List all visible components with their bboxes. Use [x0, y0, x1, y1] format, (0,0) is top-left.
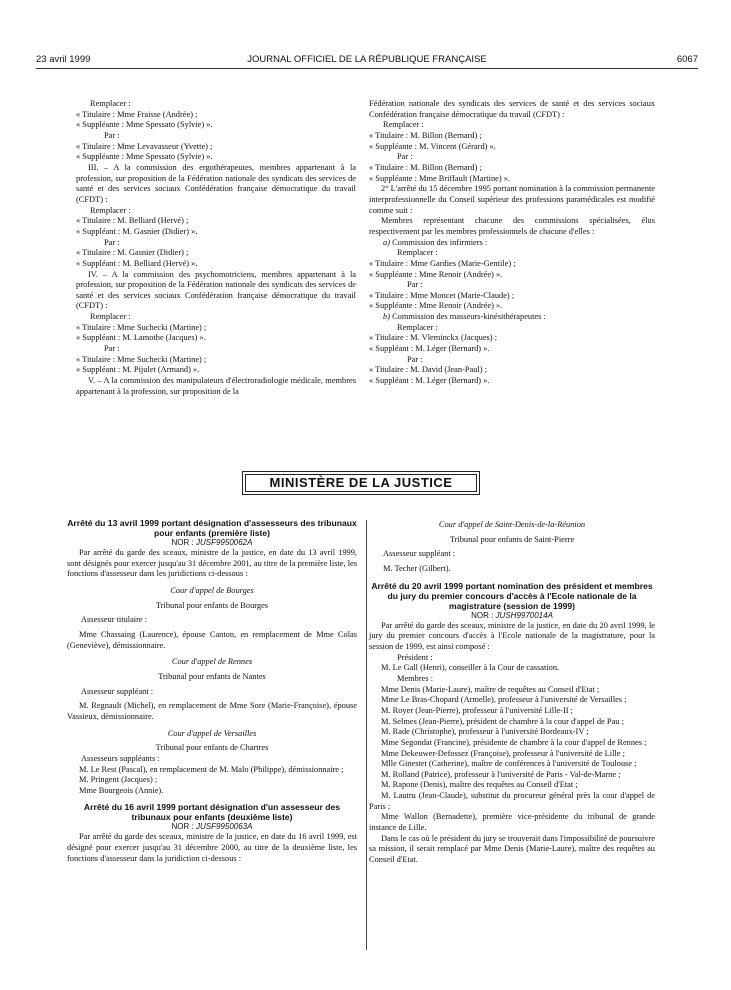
- paragraph: 2° L'arrêté du 15 décembre 1995 portant nomination à la commission permanente interprofessionnelle du Conseil supérieur des professions paramédicales est modifié comme suit :: [369, 184, 655, 215]
- text-line: « Titulaire : Mme Suchecki (Martine) ;: [76, 322, 207, 332]
- nor-reference: [67, 822, 357, 832]
- paragraph: V. – A la commission des manipulateurs d'électroradiologie médicale, membres appartenant à la profession, sur proposition de la: [76, 376, 356, 396]
- bottom-left-column: [67, 518, 357, 864]
- text-line: Par :: [397, 152, 413, 162]
- jury-member: Mme Wallon (Bernadette), première vice-présidente du tribunal de grande instance de Lille.: [369, 812, 655, 833]
- text-line: « Suppléante : Mme Renoir (Andrée) ».: [369, 269, 503, 279]
- role-label: Membres :: [397, 673, 434, 683]
- nor-reference: [369, 611, 655, 621]
- decree-title: Arrêté du 16 avril 1999 portant désignation d'un assesseur des tribunaux pour enfants (deuxième liste): [83, 802, 341, 823]
- text-line: « Titulaire : M. David (Jean-Paul) ;: [369, 365, 487, 375]
- text-line: « Titulaire : Mme Moncet (Marie-Claude) ;: [369, 290, 515, 300]
- nor-code: JUSF9950062A: [195, 538, 253, 547]
- court-name: Cour d'appel de Bourges: [170, 585, 254, 595]
- text-line: « Suppléant : M. Gasnier (Didier) ».: [76, 226, 198, 236]
- jury-member: Mme Segondat (Francine), présidente de chambre à la cour d'appel de Rennes ;: [381, 737, 647, 747]
- text-line: Par :: [407, 280, 423, 290]
- text-line: « Titulaire : Mme Fraisse (Andrée) ;: [76, 109, 198, 119]
- text-line: « Titulaire : Mme Levavasseur (Yvette) ;: [76, 141, 213, 151]
- role-label: Assesseur suppléant :: [81, 686, 154, 696]
- paragraph: IV. – A la commission des psychomotriciens, membres appartenant à la profession, sur proposition de la Fédération nationale des syndicats des services de santé et des services sociaux Confédération française démocratique du travail (CFDT) :: [76, 269, 356, 311]
- ministry-banner: [242, 471, 480, 495]
- text-line: Par :: [104, 344, 120, 354]
- jury-member: Mlle Ginestet (Catherine), maître de conférences à l'université de Toulouse ;: [381, 759, 637, 769]
- text-line: « Suppléante : Mme Spessato (Sylvie) ».: [76, 120, 213, 130]
- nor-label: NOR :: [171, 822, 194, 832]
- nor-label: NOR :: [471, 610, 494, 620]
- issue-date: 23 avril 1999: [36, 54, 91, 65]
- top-right-column: [369, 99, 655, 387]
- text-line: Par :: [407, 354, 423, 364]
- text-line: « Suppléant : M. Lamothe (Jacques) ».: [76, 333, 206, 343]
- jury-member: M. Royer (Jean-Pierre), professeur à l'université Lille-II ;: [381, 705, 573, 715]
- appointee: Mme Chassaing (Laurence), épouse Canton, en remplacement de Mme Colas (Geneviève), démissionnaire.: [67, 629, 357, 650]
- appointee: M. Techer (Gilbert).: [383, 563, 451, 573]
- list-marker: a): [383, 237, 390, 247]
- text-line: Remplacer :: [397, 322, 438, 332]
- text-line: « Suppléante : Mme Briffault (Martine) ».: [369, 173, 511, 183]
- appointee: Mme Bourgeois (Annie).: [79, 785, 164, 795]
- jury-member: M. Rolland (Patrice), professeur à l'université de Paris - Val-de-Marne ;: [381, 769, 621, 779]
- paragraph: III. – A la commission des ergothérapeutes, membres appartenant à la profession, sur proposition de la Fédération nationale des syndicats des services de santé et des services sociaux Confédération française démocratique du travail (CFDT) :: [76, 162, 356, 204]
- nor-label: NOR :: [171, 538, 194, 547]
- text-line: « Suppléante : Mme Renoir (Andrée) ».: [369, 301, 503, 311]
- jury-member: Mme Denis (Marie-Laure), maître de requêtes au Conseil d'Etat ;: [381, 684, 600, 694]
- list-heading: [369, 238, 655, 249]
- paragraph: Par arrêté du garde des sceaux, ministre de la justice, en date du 16 avril 1999, est désigné pour exercer jusqu'au 31 décembre 2000, au titre de la deuxième liste, les fonctions d'assesseur dans la juridiction ci-dessous :: [67, 832, 357, 863]
- text-line: Remplacer :: [90, 205, 131, 215]
- text-line: Par :: [104, 237, 120, 247]
- jury-member: M. Selmes (Jean-Pierre), président de chambre à la cour d'appel de Pau ;: [381, 716, 624, 726]
- role-label: Assesseur suppléant :: [383, 549, 456, 559]
- column-divider: [366, 520, 367, 950]
- jury-member: M. Rade (Christophe), professeur à l'université Bordeaux-IV ;: [381, 727, 589, 737]
- list-marker: b): [383, 312, 390, 322]
- list-heading: [369, 312, 655, 323]
- text-line: « Titulaire : M. Vleminckx (Jacques) ;: [369, 333, 498, 343]
- text-line: Remplacer :: [90, 99, 131, 108]
- paragraph: Par arrêté du garde des sceaux, ministre de la justice, en date du 13 avril 1999, sont désignés pour exercer jusqu'au 31 décembre 2001, au titre de la première liste, les fonctions d'assesseur dans les juridictions ci-dessous :: [67, 548, 357, 579]
- text-line: « Titulaire : Mme Suchecki (Martine) ;: [76, 354, 207, 364]
- list-label: Commission des infirmiers :: [392, 237, 488, 247]
- text-line: « Suppléant : M. Belliard (Hervé) ».: [76, 258, 198, 268]
- tribunal-name: Tribunal pour enfants de Saint-Pierre: [449, 534, 575, 544]
- text-line: « Suppléant : M. Léger (Bernard) ».: [369, 344, 490, 354]
- jury-member: M. Rapone (Denis), maître des requêtes au Conseil d'Etat ;: [381, 780, 578, 790]
- text-line: Remplacer :: [90, 312, 131, 322]
- tribunal-name: Tribunal pour enfants de Bourges: [155, 600, 269, 610]
- text-line: Par :: [104, 130, 120, 140]
- decree-title: Arrêté du 20 avril 1999 portant nomination des président et membres du jury du premier concours d'accès à l'Ecole nationale de la magistrature (session de 1999): [371, 580, 653, 611]
- paragraph: Dans le cas où le président du jury se trouverait dans l'impossibilité de poursuivre sa mission, il serait remplacé par Mme Denis (Marie-Laure), maître des requêtes au Conseil d'Etat.: [369, 833, 655, 865]
- journal-title: JOURNAL OFFICIEL DE LA RÉPUBLIQUE FRANÇAISE: [247, 54, 487, 65]
- paragraph: Fédération nationale des syndicats des services de santé et des services sociaux Confédération française démocratique du travail (CFDT) :: [369, 99, 655, 119]
- paragraph: Membres représentant chacune des commissions spécialisées, élus respectivement par les membres professionnels de chacune d'elles :: [369, 216, 655, 236]
- top-left-column: [76, 99, 356, 397]
- tribunal-name: Tribunal pour enfants de Nantes: [158, 671, 266, 681]
- text-line: « Titulaire : M. Billon (Bernard) ;: [369, 162, 482, 172]
- nor-code: JUSF9950063A: [195, 822, 253, 832]
- court-name: Cour d'appel de Rennes: [171, 657, 253, 667]
- appointee: M. Regnault (Michel), en remplacement de Mme Sore (Marie-Françoise), épouse Vassieux, démissionnaire.: [67, 701, 357, 721]
- page-header: [36, 54, 698, 68]
- ministry-title: MINISTÈRE DE LA JUSTICE: [245, 474, 477, 492]
- text-line: « Titulaire : M. Billon (Bernard) ;: [369, 130, 482, 140]
- text-line: « Titulaire : M. Gasnier (Didier) ;: [76, 248, 189, 258]
- header-rule: [36, 68, 698, 69]
- text-line: Remplacer :: [383, 120, 424, 130]
- bottom-right-column: [369, 520, 655, 866]
- role-label: Assesseurs suppléants :: [81, 753, 160, 763]
- jury-member: Mme Le Bras-Chopard (Armelle), professeur à l'université de Versailles ;: [381, 695, 627, 705]
- court-name: Cour d'appel de Versailles: [167, 728, 257, 738]
- nor-reference: [67, 538, 357, 548]
- paragraph: Par arrêté du garde des sceaux, ministre de la justice, en date du 20 avril 1999, le jury du premier concours d'accès à l'Ecole nationale de la magistrature, pour la session de 1999, est ainsi composé :: [369, 620, 655, 651]
- text-line: « Suppléante : M. Vincent (Gérard) ».: [369, 141, 496, 151]
- tribunal-name: Tribunal pour enfants de Chartres: [155, 743, 269, 753]
- appointee: M. Le Rest (Pascal), en remplacement de M. Malo (Philippe), démissionnaire ;: [79, 764, 344, 774]
- text-line: « Suppléant : M. Pijulet (Armand) ».: [76, 365, 200, 375]
- text-line: Remplacer :: [397, 248, 438, 258]
- text-line: « Titulaire : M. Belliard (Hervé) ;: [76, 216, 189, 226]
- jury-president: M. Le Gall (Henri), conseiller à la Cour de cassation.: [381, 663, 560, 673]
- jury-member: M. Lautru (Jean-Claude), substitut du procureur général près la cour d'appel de Paris ;: [369, 791, 655, 811]
- appointee: M. Pringent (Jacques) ;: [79, 775, 158, 785]
- page-number: 6067: [676, 54, 698, 65]
- text-line: « Suppléante : Mme Spessato (Sylvie) ».: [76, 152, 213, 162]
- court-name: Cour d'appel de Saint-Denis-de-la-Réunion: [438, 520, 586, 529]
- text-line: « Titulaire : Mme Gardies (Marie-Gentile) ;: [369, 258, 516, 268]
- role-label: Assesseur titulaire :: [81, 615, 148, 625]
- list-label: Commission des masseurs-kinésithérapeutes :: [392, 312, 546, 322]
- jury-member: Mme Dekeuwer-Defossez (Françoise), professeur à l'université de Lille ;: [381, 748, 625, 758]
- text-line: « Suppléant : M. Léger (Bernard) ».: [369, 376, 490, 386]
- decree-title: Arrêté du 13 avril 1999 portant désignation d'assesseurs des tribunaux pour enfants (première liste): [67, 518, 357, 538]
- role-label: Président :: [397, 652, 433, 662]
- nor-code: JUSH9970014A: [495, 610, 553, 620]
